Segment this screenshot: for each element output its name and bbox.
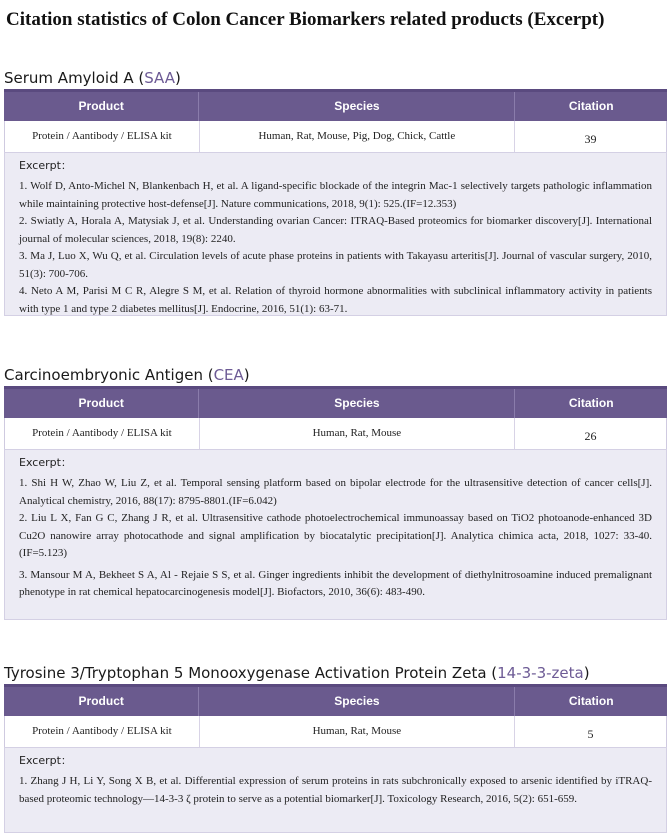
- header-product: Product: [4, 687, 199, 716]
- cell-citation: 26: [584, 429, 597, 443]
- section-14-3-3-zeta: [4, 662, 667, 833]
- excerpt-label: Excerpt：: [19, 754, 72, 767]
- section-heading: [4, 662, 667, 684]
- reference-item: 4. Neto A M, Parisi M C R, Alegre S M, et al. Relation of thyroid hormone abnormalities with subclinical inflammatory activity in patients with type 1 and type 2 diabetes mellitus[J]. Endocrine, 2016, 51(1): 63-71.: [19, 285, 652, 315]
- section-heading: [4, 364, 667, 386]
- reference-item: 2. Liu L X, Fan G C, Zhang J R, et al. Ultrasensitive cathode photoelectrochemical immunoassay based on TiO2 photoanode-enhanced 3D Cu2O nanowire array photocathode and signal amplification by biocatalytic precipitation[J]. Analytica chimica acta, 2018, 1027: 33-40.(IF=5.123): [19, 512, 652, 559]
- section-saa: [4, 67, 667, 316]
- header-species: Species: [199, 92, 515, 121]
- cell-citation: 39: [584, 132, 597, 146]
- table-header-row: [4, 89, 667, 121]
- heading-close: ): [243, 366, 250, 384]
- reference-item: 3. Ma J, Luo X, Wu Q, et al. Circulation levels of acute phase proteins in patients with Takayasu arteritis[J]. Journal of vascular surgery, 2010, 51(3): 700-706.: [19, 250, 652, 280]
- reference-item: 1. Shi H W, Zhao W, Liu Z, et al. Temporal sensing platform based on bipolar electrode for the ultrasensitive detection of cancer cells[J]. Analytical chemistry, 2016, 88(17): 8795-8801.(IF=6.042): [19, 477, 652, 507]
- table-row: [4, 121, 667, 152]
- excerpt-label: Excerpt：: [19, 159, 72, 172]
- cell-product: Protein / Aantibody / ELISA kit: [5, 121, 200, 152]
- section-heading: [4, 67, 667, 89]
- excerpt-box: [4, 152, 667, 316]
- header-product: Product: [4, 92, 199, 121]
- header-species: Species: [199, 389, 515, 418]
- heading-abbreviation[interactable]: 14-3-3-zeta: [497, 664, 584, 682]
- heading-name: Carcinoembryonic Antigen (: [4, 366, 214, 384]
- header-citation: Citation: [568, 396, 614, 410]
- header-citation: Citation: [568, 99, 614, 113]
- cell-product: Protein / Aantibody / ELISA kit: [5, 418, 200, 449]
- table-header-row: [4, 684, 667, 716]
- header-species: Species: [199, 687, 515, 716]
- reference-item: 3. Mansour M A, Bekheet S A, Al ‑ Rejaie S S, et al. Ginger ingredients inhibit the development of diethylnitrosoamine induced premalignant phenotype in rat chemical hepatocarcinogenesis model[J]. Biofactors, 2010, 36(6): 483-490.: [19, 568, 652, 598]
- table-header-row: [4, 386, 667, 418]
- heading-close: ): [583, 664, 590, 682]
- page-title: Citation statistics of Colon Cancer Biomarkers related products (Excerpt): [6, 9, 605, 30]
- cell-product: Protein / Aantibody / ELISA kit: [5, 716, 200, 747]
- header-citation: Citation: [568, 694, 614, 708]
- table-row: [4, 716, 667, 747]
- heading-abbreviation[interactable]: CEA: [213, 366, 244, 384]
- reference-item: 1. Zhang J H, Li Y, Song X B, et al. Differential expression of serum proteins in rats subchronically exposed to arsenic identified by iTRAQ-based proteomic technology—14-3-3 ζ protein to serve as a potential biomarker[J]. Toxicology Research, 2016, 5(2): 651-659.: [19, 775, 652, 805]
- cell-species: Human, Rat, Mouse: [200, 418, 515, 449]
- heading-abbreviation[interactable]: SAA: [144, 69, 175, 87]
- heading-name: Tyrosine 3/Tryptophan 5 Monooxygenase Activation Protein Zeta (: [4, 664, 498, 682]
- excerpt-box: [4, 449, 667, 620]
- header-product: Product: [4, 389, 199, 418]
- cell-citation: 5: [587, 727, 594, 741]
- excerpt-box: [4, 747, 667, 833]
- excerpt-label: Excerpt：: [19, 456, 72, 469]
- reference-item: 1. Wolf D, Anto-Michel N, Blankenbach H, et al. A ligand-specific blockade of the integrin Mac-1 selectively targets pathologic inflammation while maintaining protective host-defense[J]. Nature communications, 2018, 9(1): 525.(IF=12.353): [19, 180, 652, 210]
- heading-name: Serum Amyloid A (: [4, 69, 145, 87]
- cell-species: Human, Rat, Mouse: [200, 716, 515, 747]
- cell-species: Human, Rat, Mouse, Pig, Dog, Chick, Cattle: [200, 121, 515, 152]
- heading-close: ): [175, 69, 181, 87]
- table-row: [4, 418, 667, 449]
- reference-item: 2. Swiatly A, Horala A, Matysiak J, et al. Understanding ovarian Cancer: ITRAQ-Based proteomics for biomarker discovery[J]. International journal of molecular sciences, 2018, 19(8): 2240.: [19, 215, 652, 245]
- section-cea: [4, 364, 667, 620]
